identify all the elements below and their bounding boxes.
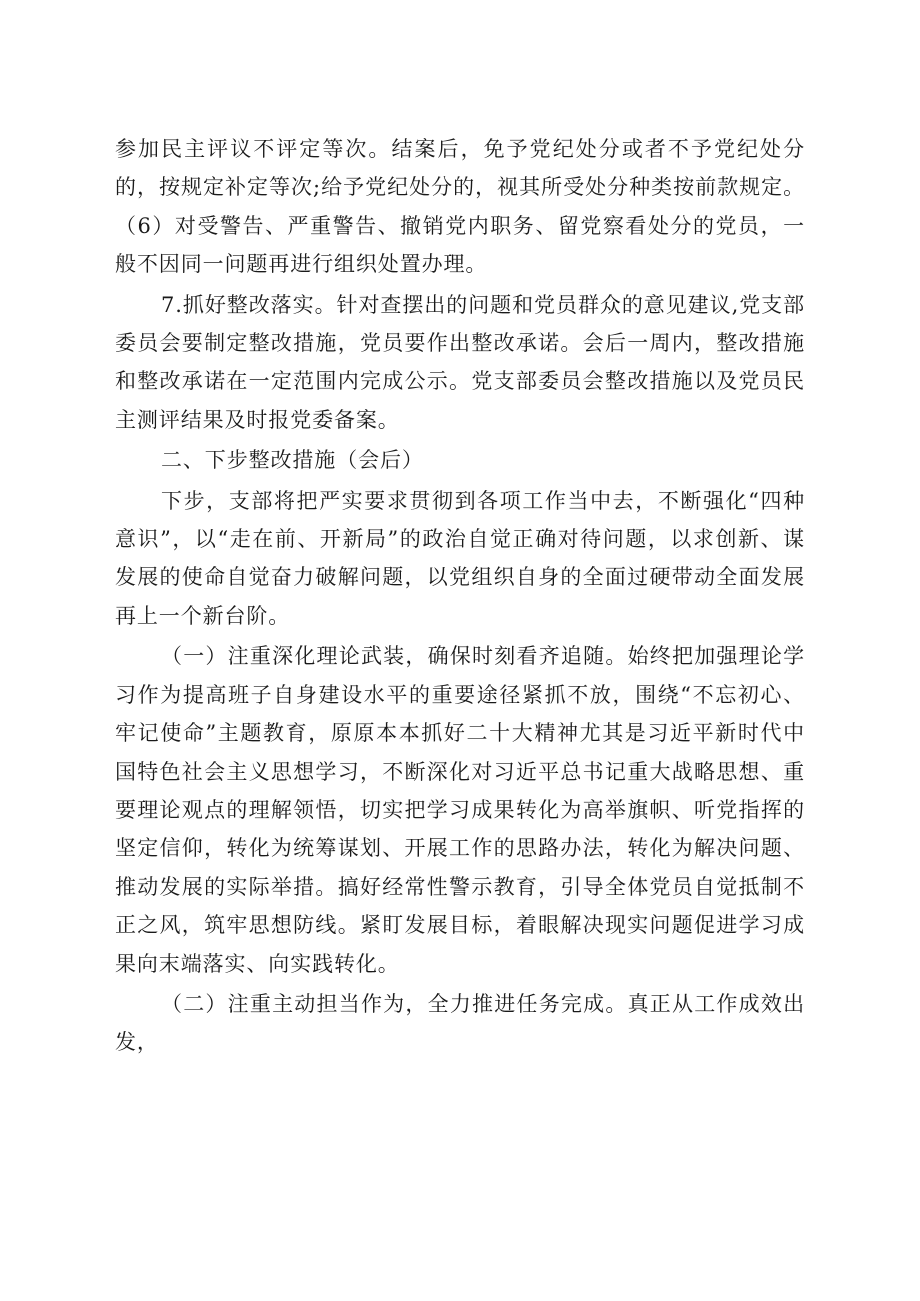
paragraph-responsibility: （二）注重主动担当作为，全力推进任务完成。真正从工作成效出发，	[115, 991, 805, 1055]
paragraph-next-steps-intro: 下步，支部将把严实要求贯彻到各项工作当中去，不断强化“四种意识”，以“走在前、开新局”的政治自觉正确对待问题，以求创新、谋发展的使命自觉奋力破解问题，以党组织自身的全面过硬带动全面发展再上一个新台阶。	[115, 488, 805, 628]
paragraph-evaluation-rules: 参加民主评议不评定等次。结案后，免予党纪处分或者不予党纪处分的，按规定补定等次;给予党纪处分的，视其所受处分种类按前款规定。（6）对受警告、严重警告、撤销党内职务、留党察看处分的党员，一般不因同一问题再进行组织处置办理。	[115, 137, 805, 277]
paragraph-theory-study: （一）注重深化理论武装，确保时刻看齐追随。始终把加强理论学习作为提高班子自身建设水平的重要途径紧抓不放，围绕“不忘初心、牢记使命”主题教育，原原本本抓好二十大精神尤其是习近平新时代中国特色社会主义思想学习，不断深化对习近平总书记重大战略思想、重要理论观点的理解领悟，切实把学习成果转化为高举旗帜、听党指挥的坚定信仰，转化为统筹谋划、开展工作的思路办法，转化为解决问题、推动发展的实际举措。搞好经常性警示教育，引导全体党员自觉抵制不正之风，筑牢思想防线。紧盯发展目标，着眼解决现实问题促进学习成果向末端落实、向实践转化。	[115, 644, 805, 976]
section-heading-next-steps: 二、下步整改措施（会后）	[161, 448, 424, 473]
paragraph-rectification: 7.抓好整改落实。针对查摆出的问题和党员群众的意见建议,党支部委员会要制定整改措施，党员要作出整改承诺。会后一周内，整改措施和整改承诺在一定范围内完成公示。党支部委员会整改措施以及党员民主测评结果及时报党委备案。	[115, 292, 805, 432]
document-page	[115, 130, 805, 1064]
